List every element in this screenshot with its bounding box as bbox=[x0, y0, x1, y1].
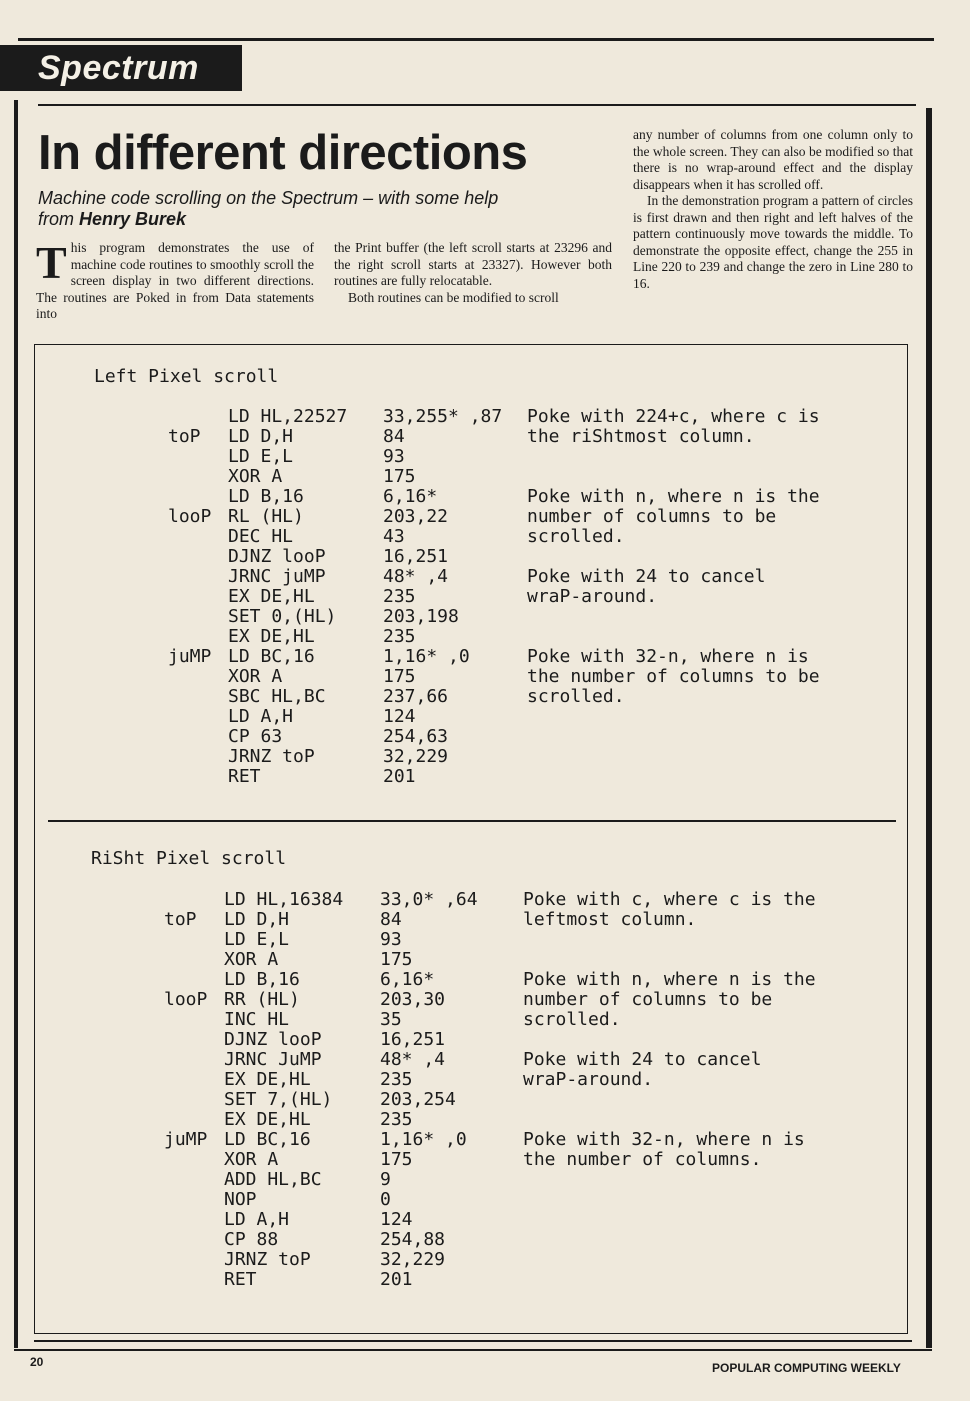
listing-comment: scrolled. bbox=[527, 526, 625, 547]
author-name: Henry Burek bbox=[79, 209, 187, 229]
listing-instruction: JRNC JuMP bbox=[224, 1049, 322, 1070]
listing-instruction: RR (HL) bbox=[224, 989, 300, 1010]
listing-instruction: JRNZ toP bbox=[224, 1249, 311, 1270]
listing-bytes: 93 bbox=[383, 446, 405, 467]
listing-comment: Poke with 24 to cancel bbox=[527, 566, 766, 587]
listing-comment: leftmost column. bbox=[523, 909, 697, 930]
body-text: his program demonstrates the use of machine code routines to smoothly scroll the screen display in two different directions. The routines are Poked in from Data statements into bbox=[36, 240, 314, 321]
listing-comment: Poke with 24 to cancel bbox=[523, 1049, 762, 1070]
body-column-1 bbox=[36, 237, 314, 323]
body-paragraph: any number of columns from one column only to the whole screen. They can also be modified so that there is no wrap-around effect and the display disappears when it has scrolled off. bbox=[633, 127, 913, 192]
listing-bytes: 16,251 bbox=[383, 546, 449, 567]
listing-bytes: 16,251 bbox=[380, 1029, 446, 1050]
listing-instruction: EX DE,HL bbox=[224, 1109, 311, 1130]
bottom-rule-2 bbox=[14, 1349, 932, 1351]
listing-bytes: 175 bbox=[383, 666, 416, 687]
body-paragraph: In the demonstration program a pattern of circles is first drawn and then right and left halves of the pattern continuously move towards the middle. To demonstrate the opposite effect, change the 255 in Line 220 to 239 and change the zero in Line 280 to 16. bbox=[633, 193, 913, 291]
listing-comment: wraP-around. bbox=[523, 1069, 654, 1090]
frame-right-bar bbox=[926, 108, 932, 1348]
listing-divider bbox=[48, 820, 896, 822]
listing-bytes: 235 bbox=[380, 1109, 413, 1130]
listing-bytes: 235 bbox=[383, 626, 416, 647]
listing-label: looP bbox=[168, 506, 212, 527]
body-paragraph: Both routines can be modified to scroll bbox=[348, 289, 559, 305]
listing-bytes: 0 bbox=[380, 1189, 391, 1210]
listing-instruction: LD D,H bbox=[224, 909, 290, 930]
listing-instruction: ADD HL,BC bbox=[224, 1169, 322, 1190]
listing-bytes: 43 bbox=[383, 526, 405, 547]
listing-instruction: LD B,16 bbox=[224, 969, 300, 990]
page-number: 20 bbox=[30, 1355, 44, 1369]
listing-bytes: 32,229 bbox=[383, 746, 449, 767]
listing-instruction: DEC HL bbox=[228, 526, 294, 547]
listing-bytes: 32,229 bbox=[380, 1249, 446, 1270]
listing-bytes: 33,255* ,87 bbox=[383, 406, 503, 427]
listing-comment: number of columns to be bbox=[527, 506, 777, 527]
listing-instruction: DJNZ looP bbox=[228, 546, 326, 567]
listing-bytes: 175 bbox=[383, 466, 416, 487]
listing-bytes: 48* ,4 bbox=[380, 1049, 446, 1070]
listing-instruction: NOP bbox=[224, 1189, 257, 1210]
listing-instruction: LD E,L bbox=[228, 446, 294, 467]
listing-instruction: LD E,L bbox=[224, 929, 290, 950]
listing-comment: Poke with n, where n is the bbox=[523, 969, 816, 990]
right-listing-title: RiSht Pixel scroll bbox=[91, 848, 287, 869]
listing-instruction: XOR A bbox=[224, 949, 279, 970]
body-column-2 bbox=[334, 240, 612, 306]
listing-bytes: 254,63 bbox=[383, 726, 449, 747]
listing-instruction: CP 63 bbox=[228, 726, 283, 747]
bottom-rule bbox=[34, 1340, 912, 1342]
listing-instruction: LD BC,16 bbox=[224, 1129, 311, 1150]
listing-instruction: XOR A bbox=[224, 1149, 279, 1170]
listing-instruction: LD BC,16 bbox=[228, 646, 315, 667]
listing-bytes: 201 bbox=[383, 766, 416, 787]
listing-comment: Poke with c, where c is the bbox=[523, 889, 816, 910]
listing-bytes: 203,22 bbox=[383, 506, 449, 527]
left-listing-title: Left Pixel scroll bbox=[94, 366, 279, 387]
listing-instruction: LD B,16 bbox=[228, 486, 304, 507]
listing-comment: the riShtmost column. bbox=[527, 426, 755, 447]
listing-instruction: LD HL,16384 bbox=[224, 889, 344, 910]
listing-instruction: RET bbox=[228, 766, 261, 787]
top-rule bbox=[18, 38, 934, 41]
listing-instruction: XOR A bbox=[228, 466, 283, 487]
listing-bytes: 203,30 bbox=[380, 989, 446, 1010]
listing-instruction: SBC HL,BC bbox=[228, 686, 326, 707]
listing-bytes: 124 bbox=[383, 706, 416, 727]
listing-instruction: LD D,H bbox=[228, 426, 294, 447]
listing-bytes: 203,198 bbox=[383, 606, 459, 627]
listing-instruction: RET bbox=[224, 1269, 257, 1290]
listing-label: looP bbox=[164, 989, 208, 1010]
headline: In different directions bbox=[38, 126, 528, 180]
listing-bytes: 254,88 bbox=[380, 1229, 446, 1250]
listing-bytes: 6,16* bbox=[380, 969, 435, 990]
listing-comment: Poke with n, where n is the bbox=[527, 486, 820, 507]
listing-instruction: EX DE,HL bbox=[228, 626, 315, 647]
body-paragraph: the Print buffer (the left scroll starts at 23296 and the right scroll starts at 23327). However both routines are fully relocatable. bbox=[334, 240, 612, 288]
listing-bytes: 84 bbox=[380, 909, 402, 930]
listing-instruction: LD A,H bbox=[224, 1209, 290, 1230]
listing-instruction: SET 0,(HL) bbox=[228, 606, 337, 627]
standfirst bbox=[38, 188, 528, 230]
listing-bytes: 201 bbox=[380, 1269, 413, 1290]
listing-bytes: 35 bbox=[380, 1009, 402, 1030]
listing-comment: scrolled. bbox=[523, 1009, 621, 1030]
listing-bytes: 93 bbox=[380, 929, 402, 950]
listing-comment: the number of columns. bbox=[523, 1149, 762, 1170]
listing-comment: number of columns to be bbox=[523, 989, 773, 1010]
listing-label: juMP bbox=[164, 1129, 208, 1150]
listing-instruction: INC HL bbox=[224, 1009, 290, 1030]
listing-comment: scrolled. bbox=[527, 686, 625, 707]
listing-instruction: JRNC juMP bbox=[228, 566, 326, 587]
listing-comment: wraP-around. bbox=[527, 586, 658, 607]
listing-bytes: 237,66 bbox=[383, 686, 449, 707]
listing-comment: the number of columns to be bbox=[527, 666, 820, 687]
listing-instruction: SET 7,(HL) bbox=[224, 1089, 333, 1110]
listing-bytes: 1,16* ,0 bbox=[383, 646, 470, 667]
publication-name: POPULAR COMPUTING WEEKLY bbox=[712, 1361, 901, 1375]
listing-comment: Poke with 32-n, where n is bbox=[523, 1129, 805, 1150]
listing-instruction: RL (HL) bbox=[228, 506, 304, 527]
listing-comment: Poke with 32-n, where n is bbox=[527, 646, 809, 667]
section-tag: Spectrum bbox=[0, 45, 242, 91]
listing-comment: Poke with 224+c, where c is bbox=[527, 406, 820, 427]
drop-cap: T bbox=[36, 237, 67, 288]
listing-bytes: 9 bbox=[380, 1169, 391, 1190]
listing-bytes: 175 bbox=[380, 949, 413, 970]
listing-instruction: JRNZ toP bbox=[228, 746, 315, 767]
listing-instruction: LD A,H bbox=[228, 706, 294, 727]
standfirst-text: Machine code scrolling on the Spectrum – with some help from bbox=[38, 188, 499, 229]
listing-instruction: EX DE,HL bbox=[224, 1069, 311, 1090]
listing-label: juMP bbox=[168, 646, 212, 667]
listing-instruction: EX DE,HL bbox=[228, 586, 315, 607]
listing-bytes: 6,16* bbox=[383, 486, 438, 507]
frame-left-bar bbox=[14, 100, 18, 1348]
listing-bytes: 235 bbox=[383, 586, 416, 607]
listing-bytes: 175 bbox=[380, 1149, 413, 1170]
listing-bytes: 1,16* ,0 bbox=[380, 1129, 467, 1150]
listing-label: toP bbox=[164, 909, 197, 930]
listing-label: toP bbox=[168, 426, 201, 447]
listing-bytes: 33,0* ,64 bbox=[380, 889, 478, 910]
listing-bytes: 203,254 bbox=[380, 1089, 456, 1110]
listing-bytes: 235 bbox=[380, 1069, 413, 1090]
listing-bytes: 124 bbox=[380, 1209, 413, 1230]
body-column-3 bbox=[633, 127, 913, 292]
listing-instruction: DJNZ looP bbox=[224, 1029, 322, 1050]
listing-bytes: 48* ,4 bbox=[383, 566, 449, 587]
listing-instruction: XOR A bbox=[228, 666, 283, 687]
listing-bytes: 84 bbox=[383, 426, 405, 447]
header-rule bbox=[38, 104, 916, 106]
listing-instruction: CP 88 bbox=[224, 1229, 279, 1250]
listing-instruction: LD HL,22527 bbox=[228, 406, 348, 427]
